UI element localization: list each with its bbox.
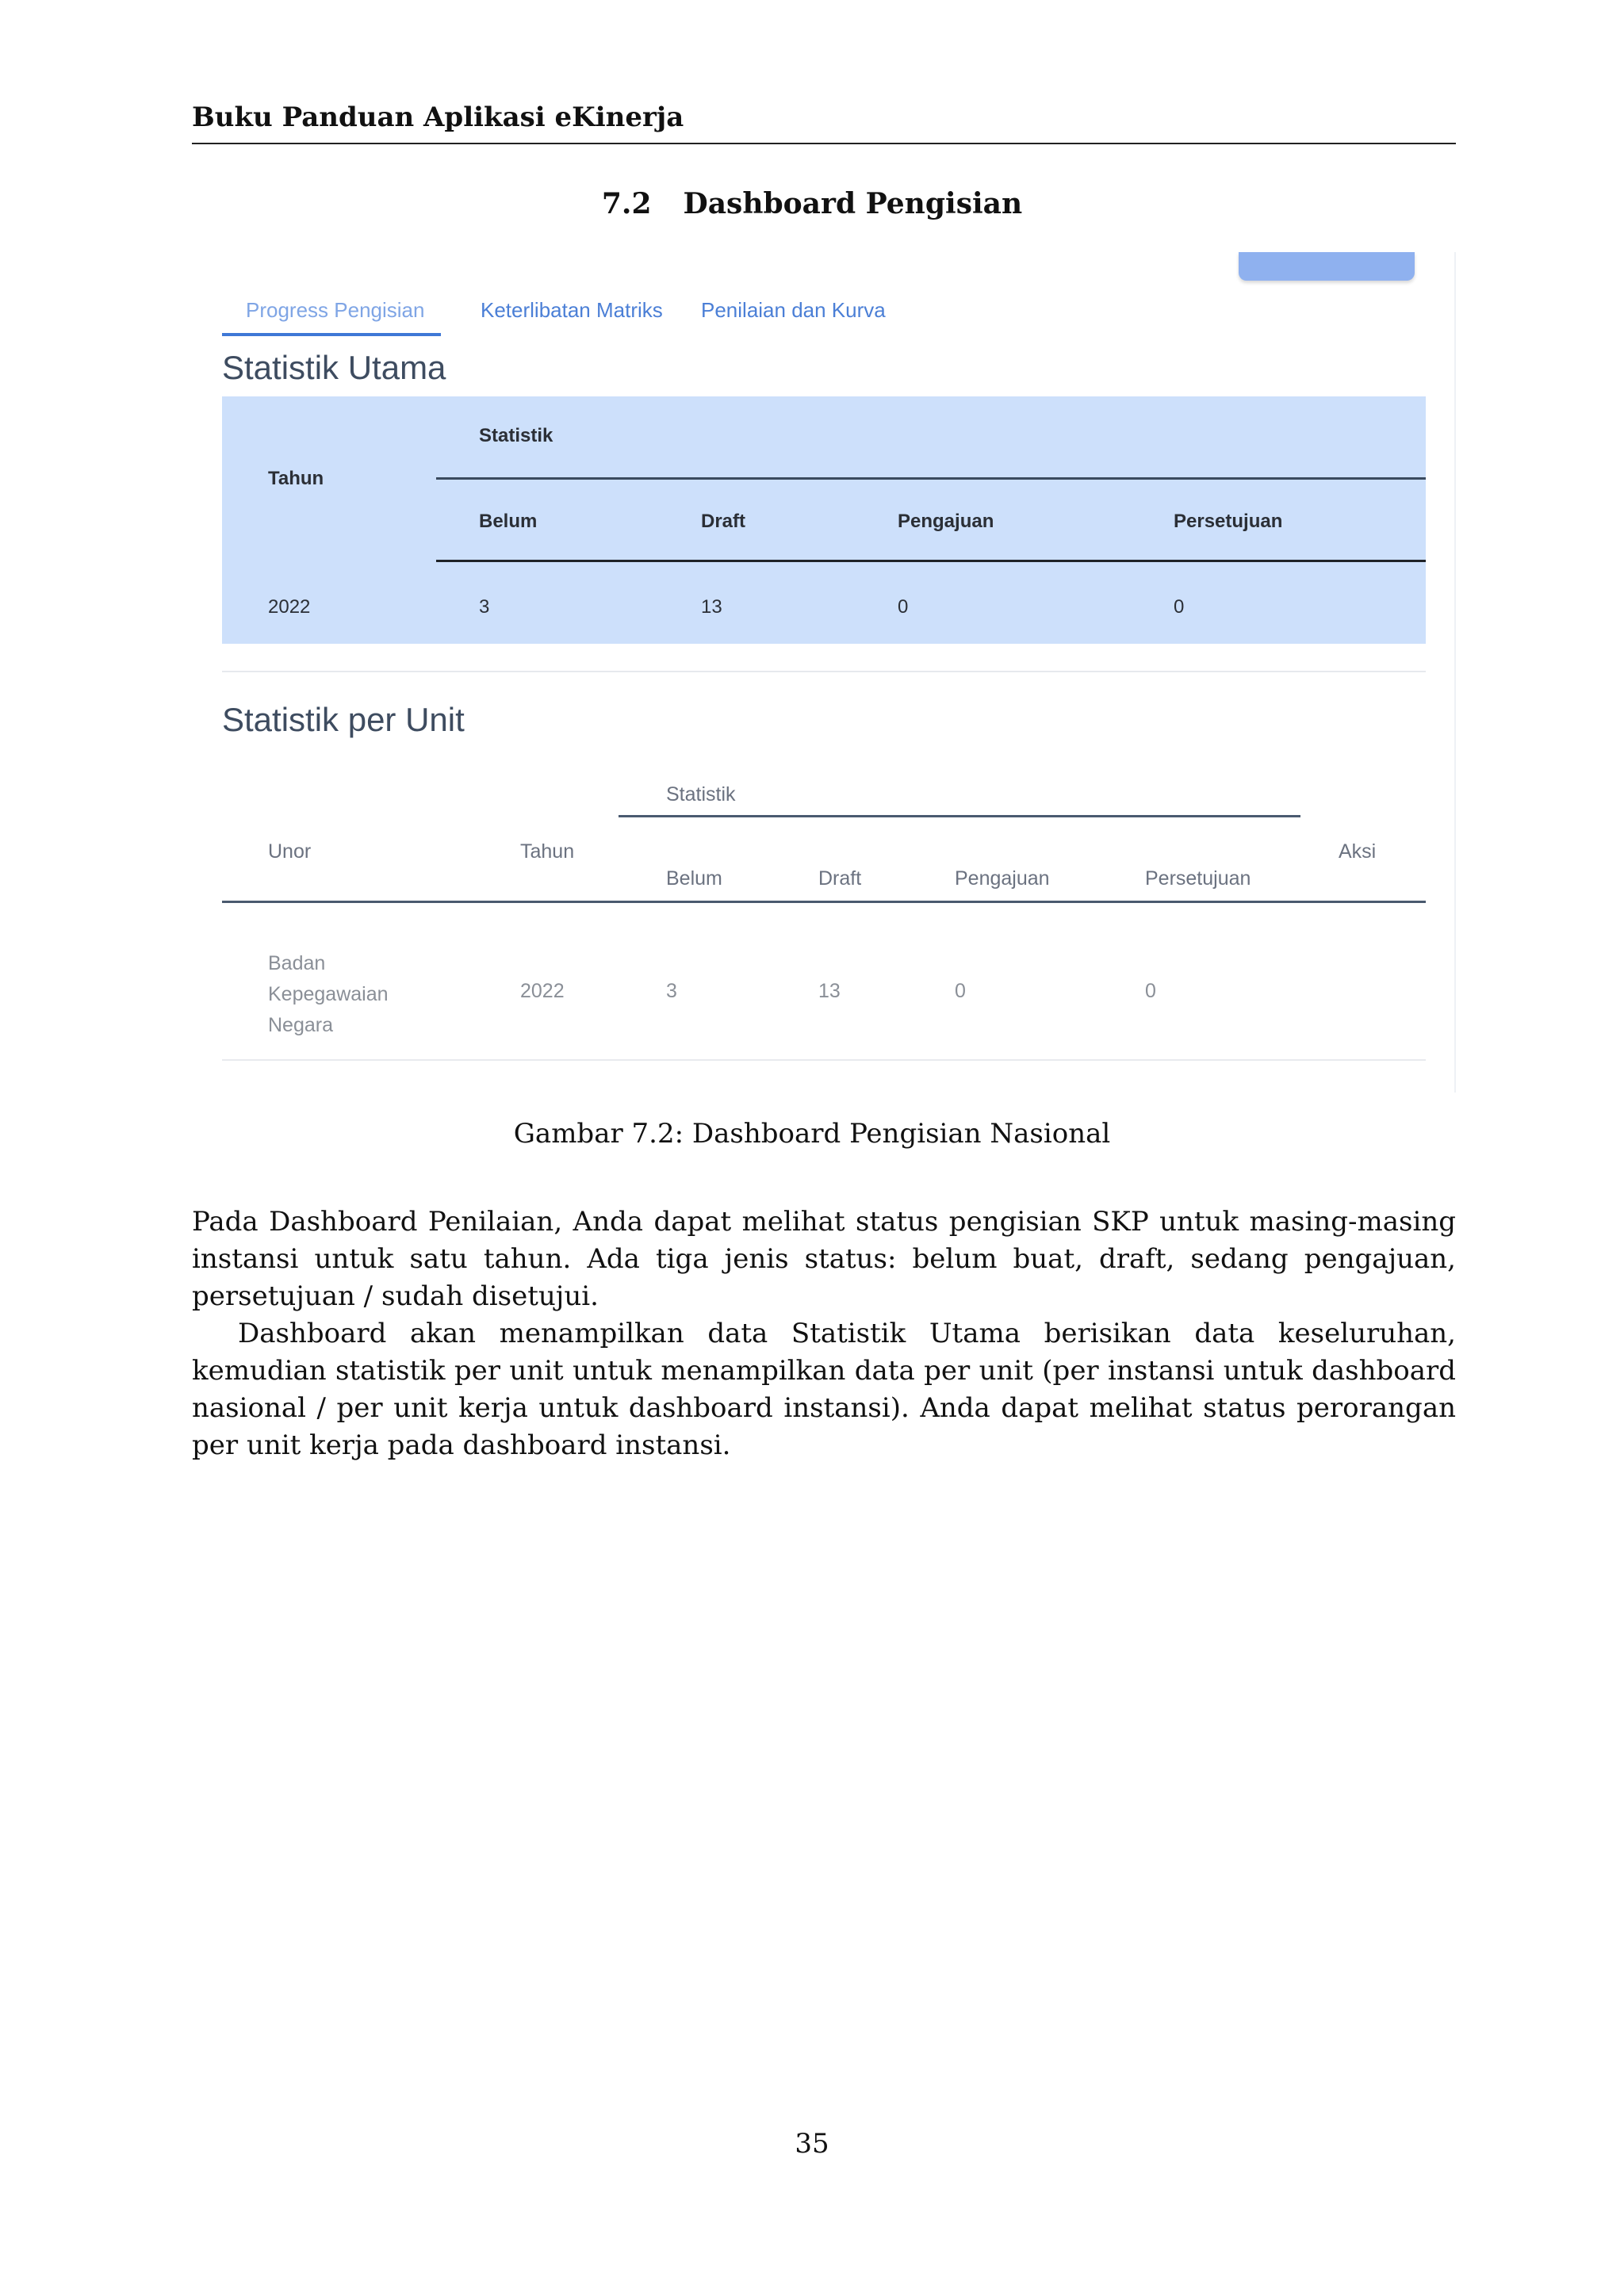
cell-tahun: 2022: [520, 980, 565, 1002]
cell-pengajuan: 0: [898, 596, 909, 618]
header-rule: [436, 560, 1426, 562]
header-pengajuan: Pengajuan: [955, 867, 1050, 890]
row-rule: [222, 1059, 1426, 1061]
header-tahun: Tahun: [268, 468, 324, 489]
section-divider: [222, 671, 1426, 672]
unor-line: Badan: [268, 952, 326, 974]
section-number: 7.2: [601, 187, 652, 220]
statistik-per-unit-table: [222, 760, 1426, 1093]
figure-caption: Gambar 7.2: Dashboard Pengisian Nasional: [513, 1118, 1111, 1150]
header-group-rule: [619, 815, 1300, 817]
body-paragraph: Pada Dashboard Penilaian, Anda dapat melihat status pengisian SKP untuk masing-masing instansi untuk satu tahun. Ada tiga jenis status: belum buat, draft, sedang pengajuan, persetujuan / sudah disetujui.: [192, 1206, 1456, 1312]
header-statistik: Statistik: [666, 783, 736, 806]
statistik-per-unit-title: Statistik per Unit: [222, 701, 465, 738]
header-rule: [222, 901, 1426, 903]
cell-draft: 13: [701, 596, 722, 618]
header-persetujuan: Persetujuan: [1145, 867, 1251, 890]
unor-line: Negara: [268, 1014, 333, 1036]
cut-off-button[interactable]: [1239, 252, 1415, 281]
header-tahun: Tahun: [520, 840, 575, 863]
header-draft: Draft: [701, 511, 746, 532]
cell-belum: 3: [479, 596, 490, 618]
header-rule: [192, 143, 1456, 144]
cell-persetujuan: 0: [1174, 596, 1185, 618]
header-belum: Belum: [666, 867, 722, 890]
header-aksi: Aksi: [1339, 840, 1377, 863]
cell-pengajuan: 0: [955, 980, 966, 1002]
cell-persetujuan: 0: [1145, 980, 1156, 1002]
panel-border: [1454, 252, 1456, 1093]
header-pengajuan: Pengajuan: [898, 511, 994, 532]
header-belum: Belum: [479, 511, 538, 532]
header-unor: Unor: [268, 840, 312, 863]
tab-progress-pengisian[interactable]: Progress Pengisian: [246, 298, 425, 322]
header-persetujuan: Persetujuan: [1174, 511, 1283, 532]
statistik-utama-table: [222, 396, 1426, 644]
section-heading: [0, 187, 1624, 220]
header-statistik: Statistik: [479, 425, 553, 446]
body-paragraph: Dashboard akan menampilkan data Statistik Utama berisikan data keseluruhan, kemudian statistik per unit untuk menampilkan data per unit (per instansi untuk dashboard nasional / per unit kerja untuk dashboard instansi). Anda dapat melihat status perorangan per unit kerja pada dashboard instansi.: [192, 1318, 1456, 1461]
header-group-rule: [436, 477, 1426, 480]
unor-line: Kepegawaian: [268, 983, 389, 1005]
dashboard-screenshot: [208, 252, 1456, 1093]
page-number: 35: [795, 2128, 829, 2160]
tab-keterlibatan-matriks[interactable]: Keterlibatan Matriks: [481, 298, 663, 322]
running-header: Buku Panduan Aplikasi eKinerja: [192, 101, 684, 133]
section-title: Dashboard Pengisian: [683, 187, 1023, 220]
header-draft: Draft: [818, 867, 862, 890]
active-tab-indicator: [222, 333, 441, 336]
statistik-utama-title: Statistik Utama: [222, 349, 446, 386]
cell-belum: 3: [666, 980, 677, 1002]
cell-draft: 13: [818, 980, 841, 1002]
tab-penilaian-dan-kurva[interactable]: Penilaian dan Kurva: [701, 298, 886, 322]
cell-tahun: 2022: [268, 596, 311, 618]
cell-unor: [268, 948, 389, 1041]
